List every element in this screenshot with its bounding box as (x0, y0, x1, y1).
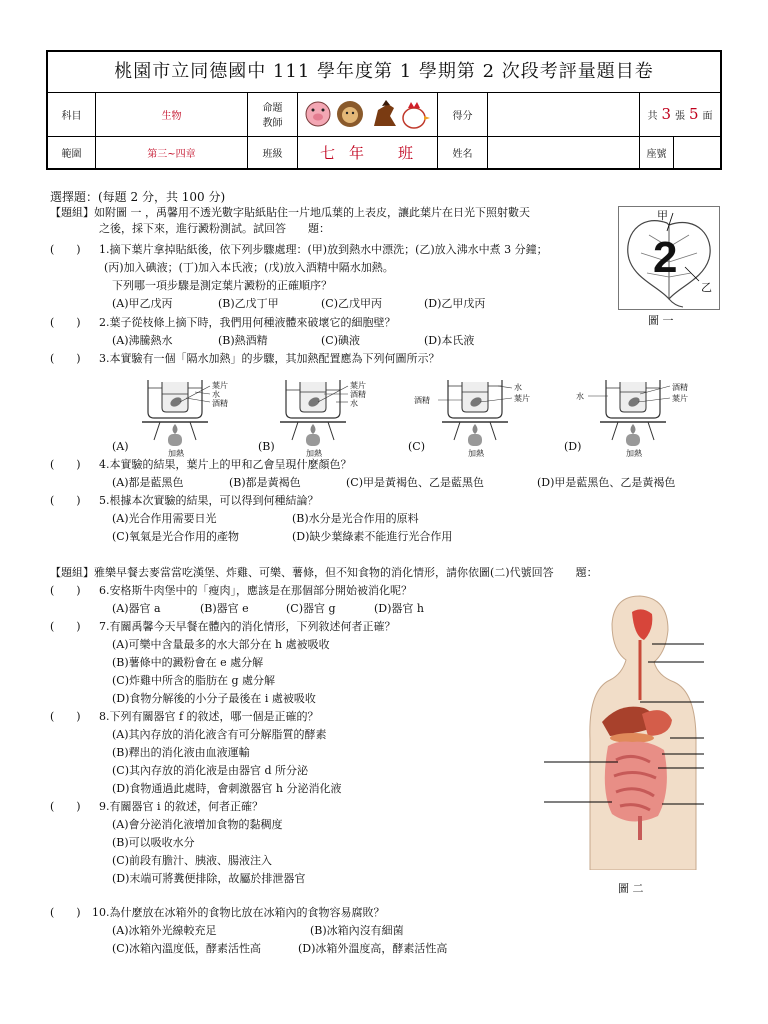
apparatus-a-label-3: 酒精 (212, 399, 228, 408)
q3-option-c[interactable]: (C) (408, 440, 425, 453)
q10-option-d[interactable]: (D)冰箱外溫度高，酵素活性高 (298, 942, 448, 955)
q6-option-a[interactable]: (A)器官 a (112, 602, 161, 615)
range-value: 第三~四章 (96, 136, 248, 168)
header-row-2 (48, 136, 720, 168)
q6-option-c[interactable]: (C)器官 g (286, 602, 336, 615)
q5-option-b[interactable]: (B)水分是光合作用的原料 (292, 512, 419, 525)
q2-paren[interactable]: ( ) (50, 316, 81, 329)
header-row-1 (48, 92, 720, 137)
name-field[interactable] (488, 136, 640, 168)
q1-line3: 下列哪一項步驟是測定葉片澱粉的正確順序？ (112, 279, 332, 292)
q10-option-c[interactable]: (C)冰箱內溫度低，酵素活性高 (112, 942, 261, 955)
section-title: 選擇題：(每題 2 分，共 100 分) (50, 190, 226, 204)
q1-line1: 1.摘下葉片拿掉貼紙後，依下列步驟處理：(甲)放到熱水中漂洗；(乙)放入沸水中煮 3 分鐘； (99, 243, 548, 256)
subject-value: 生物 (96, 92, 248, 136)
q10-line1: 10.為什麼放在冰箱外的食物比放在冰箱內的食物容易腐敗？ (92, 906, 385, 919)
q2-option-a[interactable]: (A)沸騰熱水 (112, 334, 173, 347)
apparatus-b-heat: 加熱 (306, 449, 322, 458)
name-label: 姓名 (438, 136, 488, 168)
pages-sheets: 3 (661, 105, 671, 123)
apparatus-c[interactable] (410, 372, 540, 462)
range-label: 範圍 (48, 136, 96, 168)
apparatus-d-heat: 加熱 (626, 449, 642, 458)
q1-option-a[interactable]: (A)甲乙戊丙 (112, 297, 173, 310)
apparatus-d-label-1: 酒精 (672, 383, 688, 392)
q9-option-c[interactable]: (C)前段有膽汁、胰液、腸液注入 (112, 854, 272, 867)
q4-option-d[interactable]: (D)甲是藍黑色、乙是黃褐色 (537, 476, 676, 489)
seat-label: 座號 (640, 136, 674, 168)
apparatus-d[interactable] (568, 372, 698, 462)
exam-title: 桃園市立同德國中 111 學年度第 1 學期第 2 次段考評量題目卷 (48, 52, 720, 93)
q4-option-b[interactable]: (B)都是黃褐色 (229, 476, 301, 489)
score-label: 得分 (438, 92, 488, 136)
q6-option-d[interactable]: (D)器官 h (374, 602, 424, 615)
water-bath-b-icon (278, 372, 398, 462)
q8-paren[interactable]: ( ) (50, 710, 81, 723)
q7-option-b[interactable]: (B)薯條中的澱粉會在 e 處分解 (112, 656, 264, 669)
digestive-system-icon (540, 590, 710, 870)
q4-option-a[interactable]: (A)都是藍黑色 (112, 476, 184, 489)
apparatus-c-label-1: 水 (514, 383, 522, 392)
q4-option-c[interactable]: (C)甲是黃褐色、乙是藍黑色 (346, 476, 484, 489)
q8-option-a[interactable]: (A)其內存放的消化液含有可分解脂質的酵素 (112, 728, 327, 741)
q8-option-c[interactable]: (C)其內存放的消化液是由器官 d 所分泌 (112, 764, 309, 777)
q2-option-c[interactable]: (C)碘液 (321, 334, 360, 347)
apparatus-a-label-1: 葉片 (212, 381, 228, 390)
q1-line2: (丙)加入碘液；(丁)加入本氏液；(戊)放入酒精中隔水加熱。 (104, 261, 394, 274)
q3-option-a[interactable]: (A) (112, 440, 129, 453)
pages-faces: 5 (689, 105, 699, 123)
q4-paren[interactable]: ( ) (50, 458, 81, 471)
q5-option-d[interactable]: (D)缺少葉綠素不能進行光合作用 (292, 530, 453, 543)
teacher-label-line1: 命題 (262, 103, 283, 114)
class-grade: 七 (320, 143, 336, 162)
subject-label: 科目 (48, 92, 96, 136)
q8-line1: 8.下列有關器官 f 的敘述，哪一個是正確的？ (99, 710, 319, 723)
q9-option-d[interactable]: (D)末端可將糞便排除，故屬於排泄器官 (112, 872, 306, 885)
pages-suffix: 面 (702, 110, 713, 122)
q5-paren[interactable]: ( ) (50, 494, 81, 507)
q3-line1: 3.本實驗有一個「隔水加熱」的步驟，其加熱配置應為下列何圖所示？ (99, 352, 440, 365)
group1-intro-1: 【題組】如附圖 一 ，禹馨用不透光數字貼紙貼住一片地瓜葉的上表皮，讓此葉片在日光下照射數天 (50, 206, 530, 219)
class-label: 班級 (248, 136, 298, 168)
q7-paren[interactable]: ( ) (50, 620, 81, 633)
figure-2-digestive-system (540, 590, 710, 870)
q3-option-b[interactable]: (B) (258, 440, 275, 453)
q2-option-d[interactable]: (D)本氏液 (424, 334, 475, 347)
apparatus-a-label-2: 水 (212, 390, 220, 399)
fig1-yi: 乙 (701, 281, 712, 294)
pages-prefix: 共 (647, 110, 658, 122)
q6-paren[interactable]: ( ) (50, 584, 81, 597)
teacher-label-line2: 教師 (262, 118, 283, 129)
q3-option-d[interactable]: (D) (564, 440, 582, 453)
page-count (640, 92, 720, 136)
q8-option-d[interactable]: (D)食物通過此處時，會刺激器官 h 分泌消化液 (112, 782, 342, 795)
q1-paren[interactable]: ( ) (50, 243, 81, 256)
exam-header-table (46, 50, 722, 170)
q9-option-b[interactable]: (B)可以吸收水分 (112, 836, 195, 849)
apparatus-c-label-left: 酒精 (414, 396, 430, 405)
apparatus-b-label-1: 葉片 (350, 381, 366, 390)
q10-option-a[interactable]: (A)冰箱外光線較充足 (112, 924, 217, 937)
q9-option-a[interactable]: (A)會分泌消化液增加食物的黏稠度 (112, 818, 283, 831)
q3-paren[interactable]: ( ) (50, 352, 81, 365)
q2-option-b[interactable]: (B)熱酒精 (218, 334, 268, 347)
group2-intro: 【題組】雅樂早餐去麥當當吃漢堡、炸雞、可樂、薯條，但不知食物的消化情形，請你依圖(二)代號回答 題： (50, 566, 598, 579)
q6-line1: 6.安格斯牛肉堡中的「瘦肉」，應該是在那個部分開始被消化呢？ (99, 584, 412, 597)
q5-option-c[interactable]: (C)氧氣是光合作用的產物 (112, 530, 239, 543)
apparatus-b-label-2: 酒精 (350, 390, 366, 399)
pages-mid: 張 (675, 110, 685, 122)
figure-2-caption: 圖 二 (618, 882, 644, 895)
group1-intro-2: 之後，採下來，進行澱粉測試。試回答 題： (99, 222, 330, 235)
apparatus-a[interactable] (140, 372, 260, 462)
apparatus-b-label-3: 水 (350, 399, 358, 408)
q6-option-b[interactable]: (B)器官 e (200, 602, 249, 615)
zodiac-mascots-icon (302, 96, 434, 132)
class-value[interactable] (298, 136, 438, 168)
q1-option-b[interactable]: (B)乙戊丁甲 (218, 297, 279, 310)
apparatus-d-label-left: 水 (576, 392, 584, 401)
q7-line1: 7.有關禹馨今天早餐在體內的消化情形，下列敘述何者正確？ (99, 620, 396, 633)
fig1-jia: 甲 (657, 209, 668, 222)
q1-option-d[interactable]: (D)乙甲戊丙 (424, 297, 486, 310)
q10-paren[interactable]: ( ) (50, 906, 81, 919)
water-bath-a-icon (140, 372, 260, 462)
apparatus-d-label-2: 葉片 (672, 394, 688, 403)
class-year: 年 (349, 143, 365, 162)
q7-option-d[interactable]: (D)食物分解後的小分子最後在 i 處被吸收 (112, 692, 316, 705)
apparatus-c-label-2: 葉片 (514, 394, 530, 403)
teacher-mascots (298, 92, 438, 136)
q5-option-a[interactable]: (A)光合作用需要日光 (112, 512, 217, 525)
fig1-number: 2 (653, 233, 678, 282)
q2-line1: 2.葉子從枝條上摘下時，我們用何種液體來破壞它的細胞壁？ (99, 316, 396, 329)
seat-field[interactable] (674, 136, 720, 168)
class-ban: 班 (398, 143, 414, 162)
q7-option-c[interactable]: (C)炸雞中所含的脂肪在 g 處分解 (112, 674, 276, 687)
apparatus-b[interactable] (278, 372, 398, 462)
figure-1-leaf (618, 206, 720, 310)
q7-option-a[interactable]: (A)可樂中含量最多的水大部分在 h 處被吸收 (112, 638, 330, 651)
q9-line1: 9.有關器官 i 的敘述，何者正確？ (99, 800, 264, 813)
q9-paren[interactable]: ( ) (50, 800, 81, 813)
q5-line1: 5.根據本次實驗的結果，可以得到何種結論？ (99, 494, 319, 507)
apparatus-c-heat: 加熱 (468, 449, 484, 458)
q4-line1: 4.本實驗的結果，葉片上的甲和乙會呈現什麼顏色？ (99, 458, 352, 471)
score-box[interactable] (488, 92, 640, 136)
teacher-label (248, 92, 298, 136)
figure-1-caption: 圖 一 (648, 314, 674, 327)
apparatus-a-heat: 加熱 (168, 449, 184, 458)
q10-option-b[interactable]: (B)冰箱內沒有細菌 (310, 924, 404, 937)
q8-option-b[interactable]: (B)釋出的消化液由血液運輸 (112, 746, 250, 759)
q1-option-c[interactable]: (C)乙戊甲丙 (321, 297, 382, 310)
